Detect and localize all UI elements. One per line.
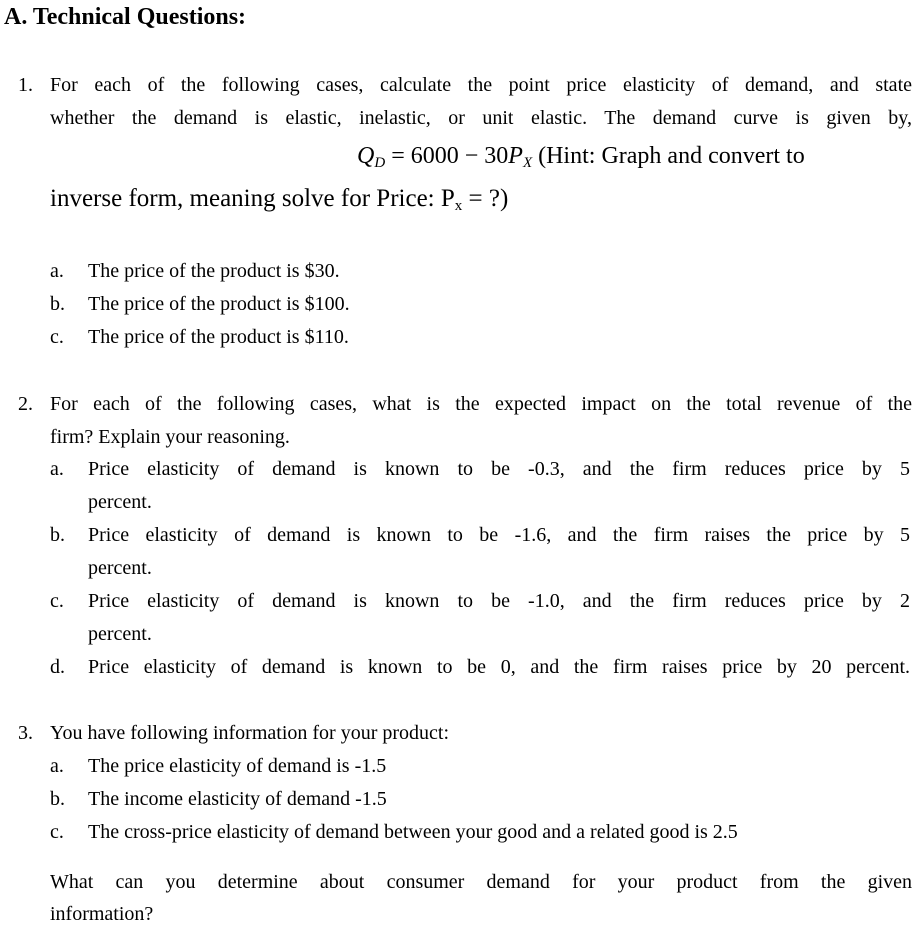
q3-item-letter: c. xyxy=(50,821,64,843)
line-4-sub: x xyxy=(454,198,463,214)
q1-item-text: The price of the product is $30. xyxy=(88,260,340,282)
question-2-line-2: firm? Explain your reasoning. xyxy=(50,426,290,448)
q1-item-letter: b. xyxy=(50,293,65,315)
q2-item-line-1: Price elasticity of demand is known to be -0.3, and the firm reduces price by 5 xyxy=(88,458,910,480)
formula-hint: (Hint: Graph and convert to xyxy=(538,143,805,169)
line-4-pre: inverse form, meaning solve for Price: P xyxy=(50,185,455,212)
q3-item-text: The price elasticity of demand is -1.5 xyxy=(88,755,387,777)
demand-formula xyxy=(357,141,805,178)
q3-item-letter: b. xyxy=(50,788,65,810)
question-2-line-1: For each of the following cases, what is the expected impact on the total revenue of the xyxy=(50,393,912,415)
formula-rhs-sub: X xyxy=(522,155,533,171)
question-3-intro: You have following information for your product: xyxy=(50,722,450,744)
q2-item-line-2: percent. xyxy=(88,623,152,645)
line-4-post: = ?) xyxy=(462,185,509,212)
question-2-number: 2. xyxy=(18,393,33,415)
question-1-number: 1. xyxy=(18,74,33,96)
formula-rhs: = 6000 − 30 xyxy=(391,143,509,169)
q2-item-letter: c. xyxy=(50,590,64,612)
q1-item-text: The price of the product is $110. xyxy=(88,326,349,348)
q2-item-letter: b. xyxy=(50,524,65,546)
question-3-closing-line-1: What can you determine about consumer demand for your product from the given xyxy=(50,871,912,893)
question-1-line-1: For each of the following cases, calculate the point price elasticity of demand, and state xyxy=(50,74,912,96)
question-1-line-2: whether the demand is elastic, inelastic, or unit elastic. The demand curve is given by, xyxy=(50,107,912,129)
q3-item-text: The income elasticity of demand -1.5 xyxy=(88,788,387,810)
q2-item-line-1: Price elasticity of demand is known to be -1.6, and the firm raises the price by 5 xyxy=(88,524,910,546)
q1-item-letter: a. xyxy=(50,260,64,282)
formula-lhs-sub: D xyxy=(374,155,386,171)
question-3-closing-line-2: information? xyxy=(50,903,154,925)
q2-item-line-1: Price elasticity of demand is known to be 0, and the firm raises price by 20 percent. xyxy=(88,656,910,678)
question-1-line-4 xyxy=(50,184,508,221)
q3-item-letter: a. xyxy=(50,755,64,777)
question-3-number: 3. xyxy=(18,722,33,744)
q2-item-line-2: percent. xyxy=(88,491,152,513)
q2-item-letter: d. xyxy=(50,656,65,678)
section-title: A. Technical Questions: xyxy=(4,4,247,30)
q1-item-text: The price of the product is $100. xyxy=(88,293,350,315)
q3-item-text: The cross-price elasticity of demand between your good and a related good is 2.5 xyxy=(88,821,738,843)
q1-item-letter: c. xyxy=(50,326,64,348)
q2-item-line-2: percent. xyxy=(88,557,152,579)
q2-item-letter: a. xyxy=(50,458,64,480)
formula-rhs-var: P xyxy=(508,143,523,169)
formula-lhs-var: Q xyxy=(357,143,375,169)
q2-item-line-1: Price elasticity of demand is known to be -1.0, and the firm reduces price by 2 xyxy=(88,590,910,612)
